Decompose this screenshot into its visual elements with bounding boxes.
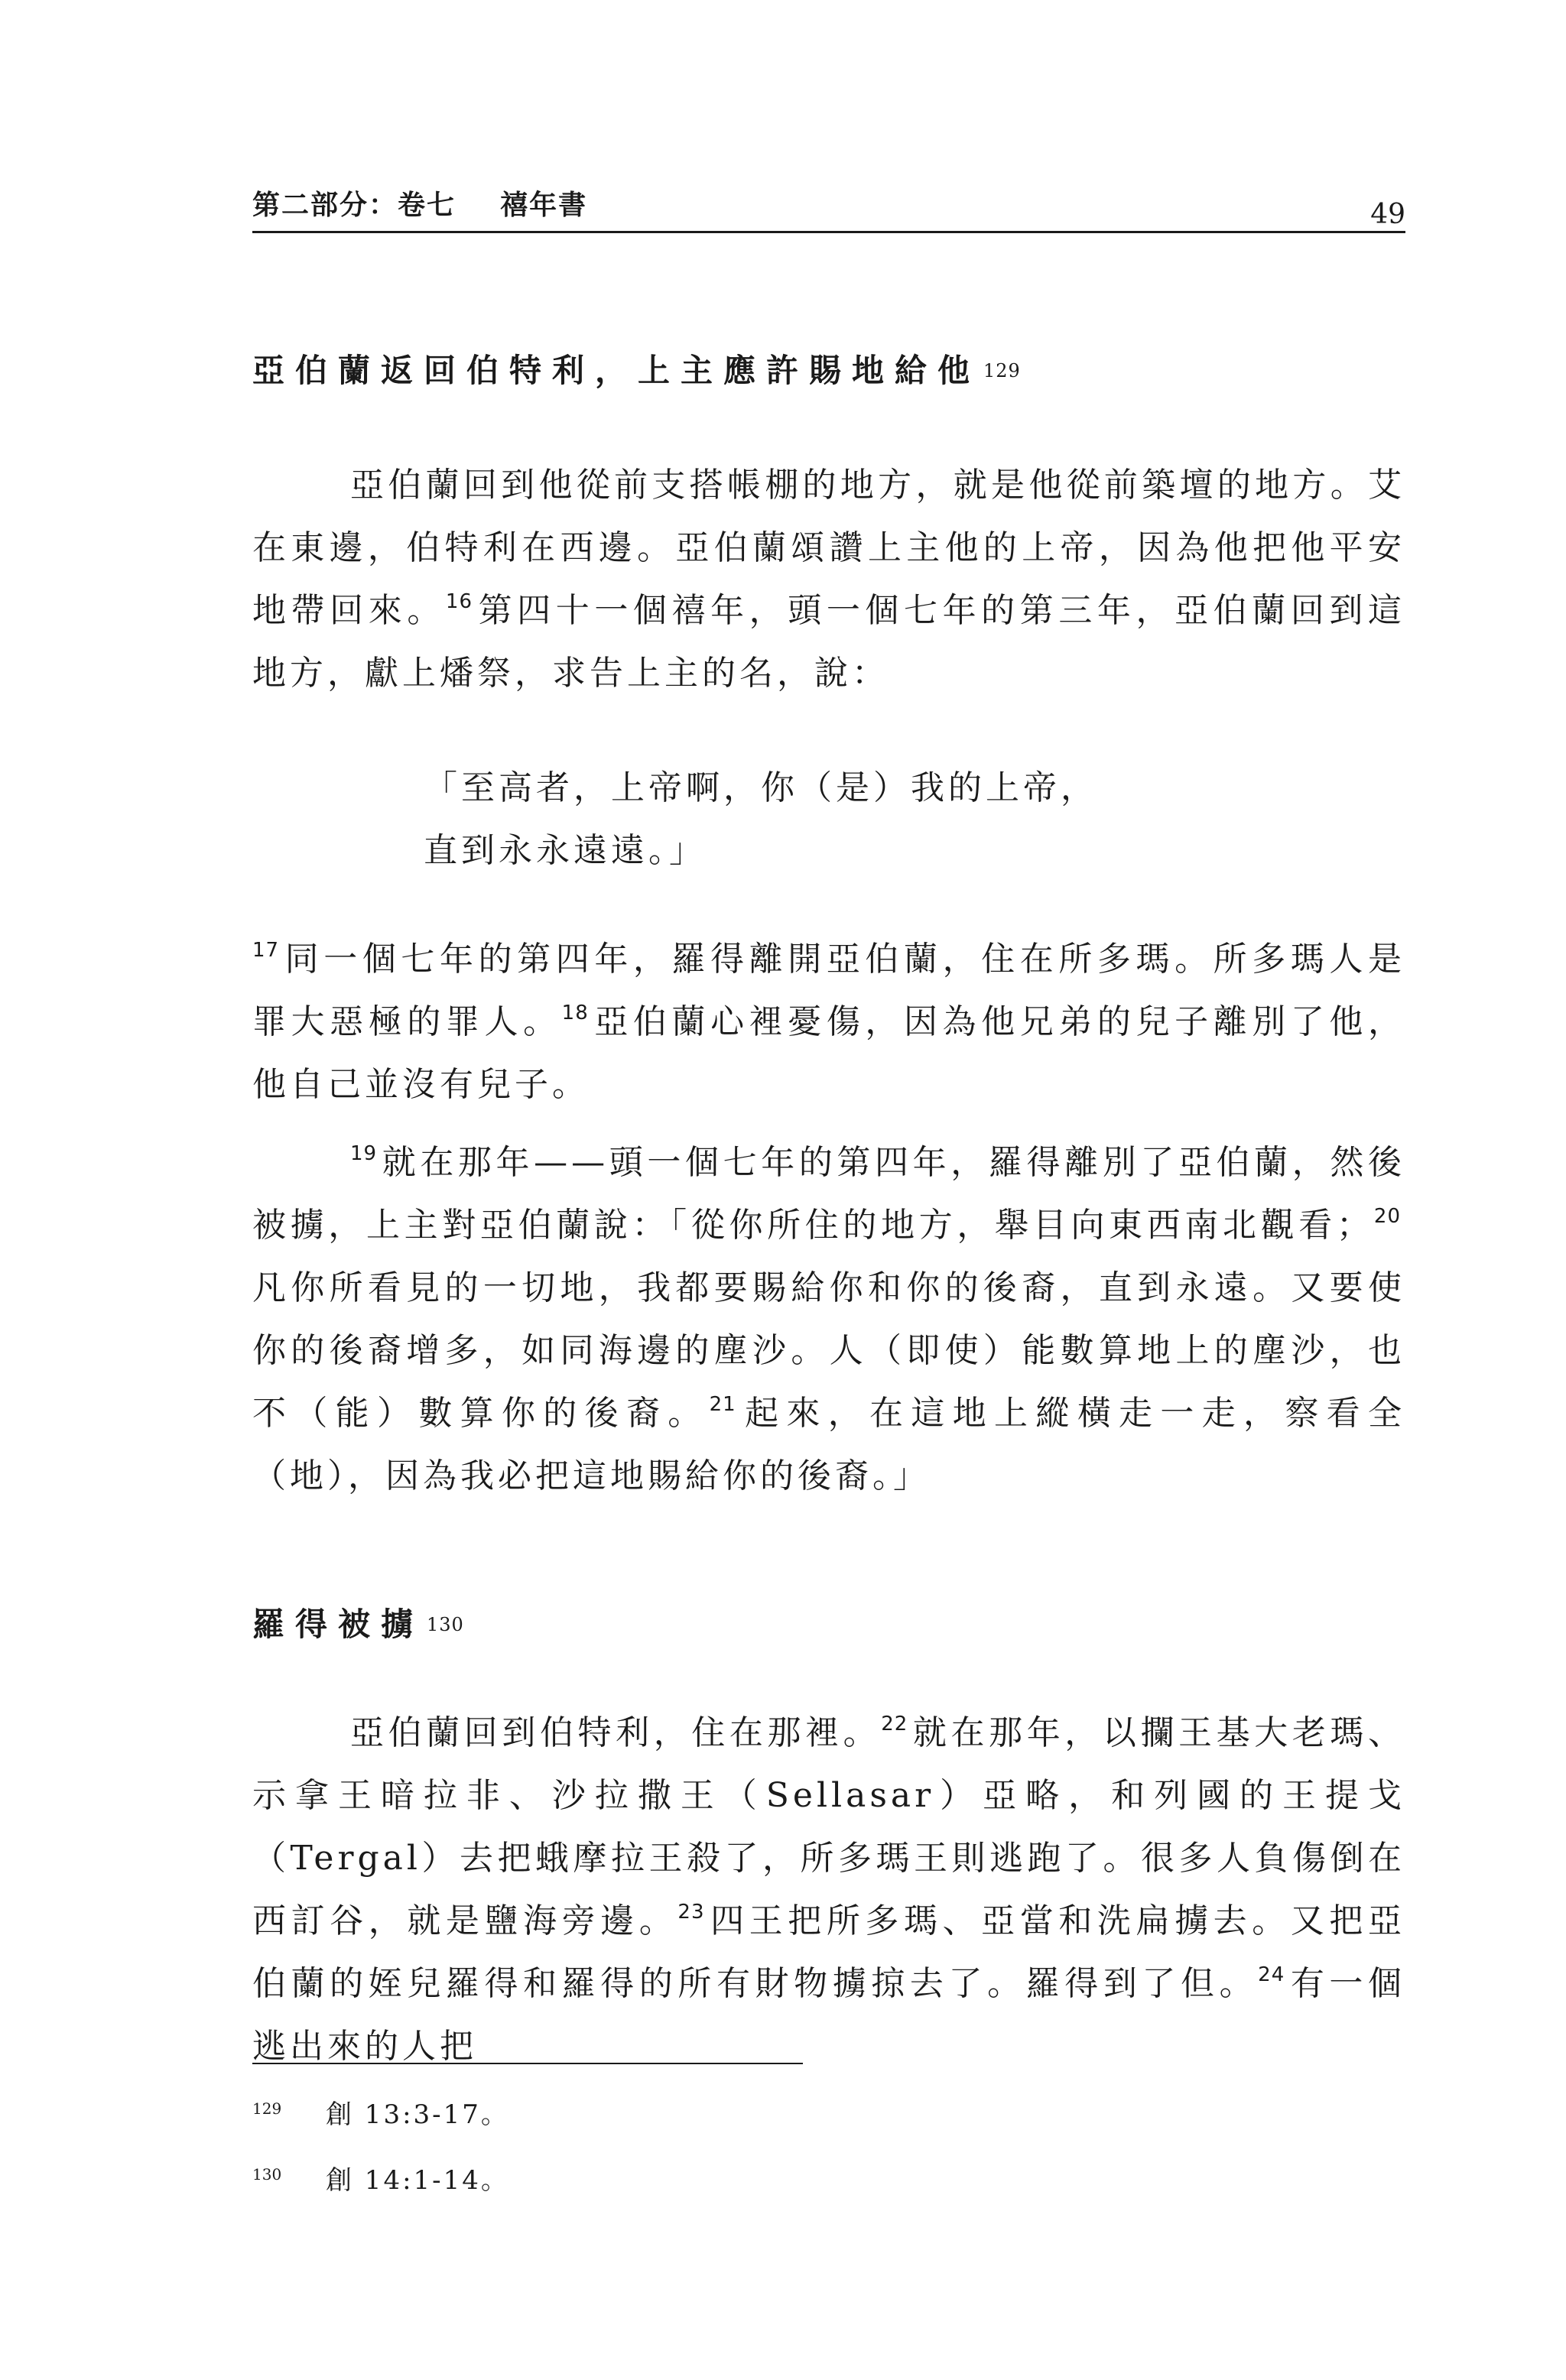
verse-number-22: 22 xyxy=(881,1713,908,1735)
page-number: 49 xyxy=(1370,199,1405,230)
footnote-130 xyxy=(252,2159,509,2197)
quote-line-1: 「至高者，上帝啊，你（是）我的上帝， xyxy=(424,768,1098,807)
paragraph-2 xyxy=(252,928,1405,1116)
section-heading-1-text: 亞伯蘭返回伯特利，上主應許賜地給他 xyxy=(252,352,981,389)
section-heading-1 xyxy=(252,346,1021,391)
verse-number-16: 16 xyxy=(445,590,473,613)
paragraph-4-text-a: 亞伯蘭回到伯特利，住在那裡。 xyxy=(350,1713,882,1752)
verse-number-19: 19 xyxy=(350,1142,378,1165)
paragraph-4 xyxy=(252,1702,1405,2078)
footnote-ref-130: 130 xyxy=(427,1614,464,1635)
paragraph-1 xyxy=(252,454,1405,705)
verse-number-23: 23 xyxy=(677,1901,705,1924)
verse-number-20: 20 xyxy=(1373,1205,1401,1228)
paragraph-2-text-a: 同一個七年的第四年，羅得離開亞伯蘭，住在所多瑪。所多瑪人是罪大惡極的罪人。 xyxy=(252,940,1405,1041)
paragraph-1-text-a: 亞伯蘭回到他從前支搭帳棚的地方，就是他從前築壇的地方。艾在東邊，伯特利在西邊。亞伯蘭頌讚上主他的上帝，因為他把他平安地帶回來。 xyxy=(252,466,1405,630)
footnote-129-text: 創 13:3-17。 xyxy=(326,2099,509,2130)
paragraph-3-text-a: 就在那年——頭一個七年的第四年，羅得離別了亞伯蘭，然後被擄，上主對亞伯蘭說：「從你所住的地方，舉目向東西南北觀看； xyxy=(252,1143,1405,1245)
paragraph-4-text-d: 有一個逃出來的人把 xyxy=(252,1964,1405,2066)
verse-number-24: 24 xyxy=(1258,1963,1285,1986)
paragraph-3-text-b: 凡你所看見的一切地，我都要賜給你和你的後裔，直到永遠。又要使你的後裔增多，如同海邊的塵沙。人（即使）能數算地上的塵沙，也不（能）數算你的後裔。 xyxy=(252,1268,1405,1433)
paragraph-4-text-c: 四王把所多瑪、亞當和洗扁擄去。又把亞伯蘭的姪兒羅得和羅得的所有財物擄掠去了。羅得到了但。 xyxy=(252,1901,1406,2003)
section-heading-2-text: 羅得被擄 xyxy=(252,1606,424,1643)
paragraph-3 xyxy=(252,1132,1405,1508)
header-section-title: 第二部分：卷七 禧年書 xyxy=(252,190,588,221)
footnote-ref-129: 129 xyxy=(983,360,1021,382)
quote-line-2: 直到永永遠遠。」 xyxy=(424,831,707,870)
paragraph-1-text-b: 第四十一個禧年，頭一個七年的第三年，亞伯蘭回到這地方，獻上燔祭，求告上主的名，說： xyxy=(252,591,1406,693)
footnote-divider xyxy=(252,2063,803,2064)
paragraph-3-text-c: 起來，在這地上縱橫走一走，察看全（地），因為我必把這地賜給你的後裔。」 xyxy=(252,1394,1406,1495)
footnote-129 xyxy=(252,2093,509,2131)
footnote-129-number: 129 xyxy=(252,2099,282,2118)
verse-number-21: 21 xyxy=(709,1393,736,1416)
verse-number-18: 18 xyxy=(561,1002,589,1024)
running-header xyxy=(252,177,1405,233)
footnote-130-number: 130 xyxy=(252,2165,282,2184)
paragraph-4-text-b: 就在那年，以攔王基大老瑪、示拿王暗拉非、沙拉撒王（Sellasar）亞略，和列國的王提戈（Tergal）去把蛾摩拉王殺了，所多瑪王則逃跑了。很多人負傷倒在西訂谷，就是鹽海旁邊。 xyxy=(252,1713,1406,1940)
section-heading-2 xyxy=(252,1599,464,1645)
footnote-130-text: 創 14:1-14。 xyxy=(326,2165,509,2196)
verse-number-17: 17 xyxy=(252,939,280,962)
paragraph-2-text-b: 亞伯蘭心裡憂傷，因為他兄弟的兒子離別了他，他自己並沒有兒子。 xyxy=(252,1002,1406,1104)
